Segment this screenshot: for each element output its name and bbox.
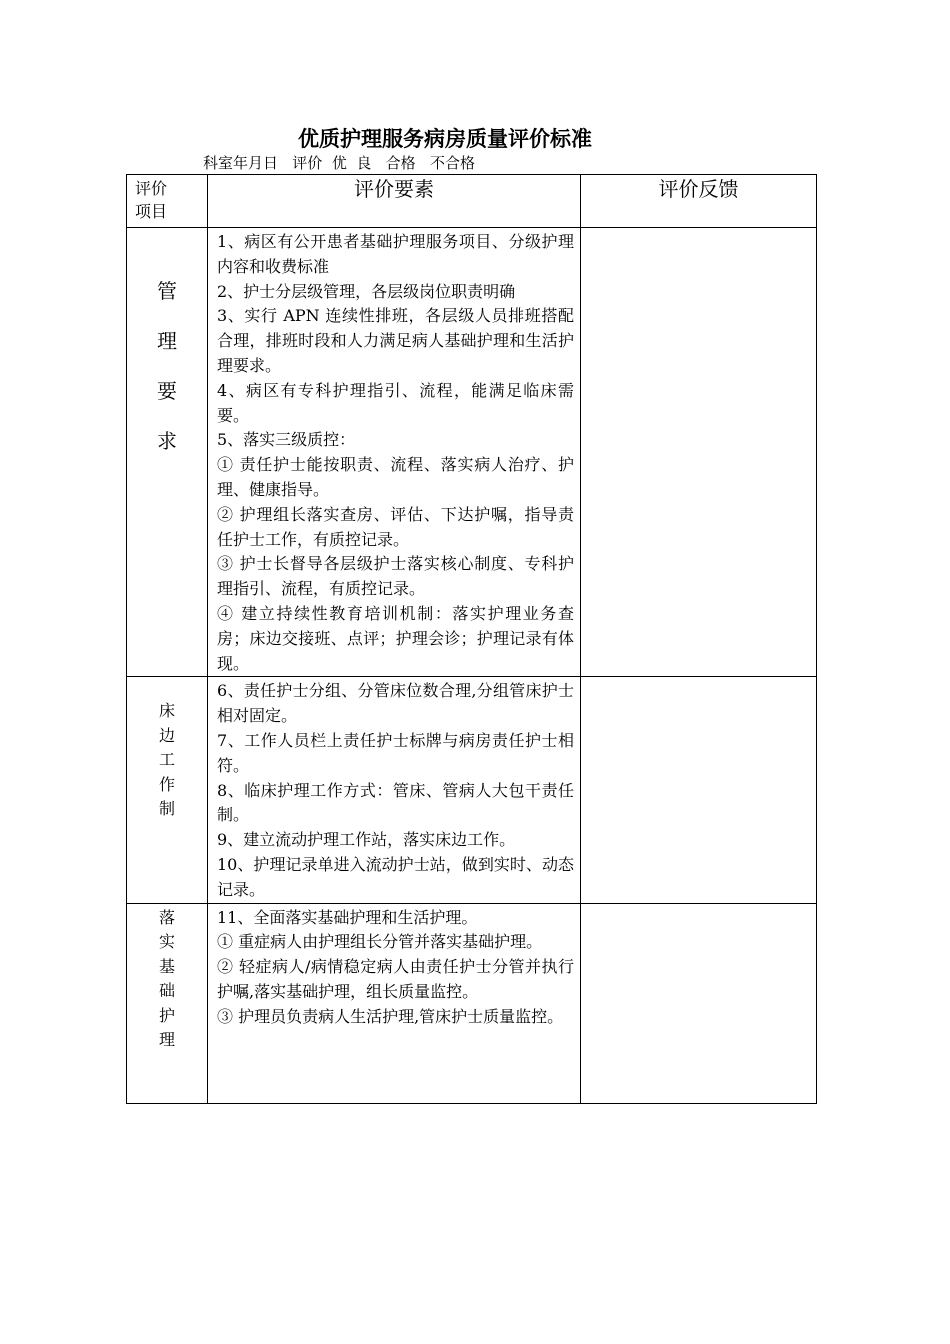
evaluation-table — [126, 174, 817, 1104]
header-item — [127, 175, 208, 228]
criteria-line: 2、护士分层级管理，各层级岗位职责明确 — [217, 281, 516, 301]
label-char: 管 — [157, 279, 177, 303]
label-char: 实 — [158, 932, 175, 952]
criteria-line: ③ 护士长督导各层级护士落实核心制度、专科护理指引、流程，有质控记录。 — [217, 554, 574, 599]
criteria-line: ② 轻症病人/病情稳定病人由责任护士分管并执行护嘱,落实基础护理，组长质量监控。 — [217, 957, 574, 1001]
criteria-line: 10、护理记录单进入流动护士站，做到实时、动态记录。 — [217, 854, 574, 899]
criteria-line: 3、实行 APN 连续性排班，各层级人员排班搭配合理，排班时段和人力满足病人基础护理和生活护理要求。 — [217, 306, 574, 375]
criteria-line: 8、临床护理工作方式：管床、管病人大包干责任制。 — [217, 780, 574, 825]
criteria-line: ② 护理组长落实查房、评估、下达护嘱，指导责任护士工作，有质控记录。 — [217, 504, 574, 549]
criteria-line: 4、病区有专科护理指引、流程，能满足临床需要。 — [217, 380, 574, 425]
section-feedback-bedside[interactable] — [581, 677, 817, 903]
section-content-bedside — [208, 677, 581, 903]
criteria-line: 1、病区有公开患者基础护理服务项目、分级护理内容和收费标准 — [217, 232, 574, 276]
criteria-line: ① 责任护士能按职责、流程、落实病人治疗、护理、健康指导。 — [217, 455, 574, 499]
label-char: 边 — [158, 725, 175, 745]
label-char: 制 — [158, 799, 175, 819]
header-item-line1: 评价 — [135, 179, 168, 198]
criteria-line: 6、责任护士分组、分管床位数合理,分组管床护士相对固定。 — [217, 681, 574, 726]
label-char: 理 — [157, 329, 177, 353]
section-feedback-basic-care[interactable] — [581, 903, 817, 1103]
label-char: 护 — [158, 1005, 175, 1025]
header-criteria: 评价要素 — [208, 175, 581, 228]
label-char: 要 — [157, 379, 177, 403]
label-char: 作 — [158, 774, 175, 794]
section-content-basic-care — [208, 903, 581, 1103]
section-label-basic-care — [127, 903, 208, 1103]
criteria-line: ① 重症病人由护理组长分管并落实基础护理。 — [217, 932, 543, 952]
evaluation-subtitle: 科室年月日 评价 优 良 合格 不合格 — [203, 154, 475, 172]
section-label-management — [127, 228, 208, 677]
label-char: 工 — [158, 750, 175, 770]
section-content-management — [208, 228, 581, 677]
section-row-basic-care — [127, 903, 817, 1103]
label-char: 础 — [158, 981, 175, 1001]
criteria-line: ④ 建立持续性教育培训机制：落实护理业务查房；床边交接班、点评；护理会诊；护理记录有体现。 — [217, 603, 574, 673]
criteria-line: 11、全面落实基础护理和生活护理。 — [217, 907, 478, 927]
section-row-management — [127, 228, 817, 677]
section-feedback-management[interactable] — [581, 228, 817, 677]
label-char: 求 — [157, 429, 177, 453]
criteria-line: 5、落实三级质控： — [217, 430, 356, 450]
criteria-line: 7、工作人员栏上责任护士标牌与病房责任护士相符。 — [217, 730, 574, 775]
header-item-line2: 项目 — [135, 202, 168, 221]
header-row — [127, 175, 817, 228]
criteria-line: ③ 护理员负责病人生活护理,管床护士质量监控。 — [217, 1006, 564, 1026]
label-char: 理 — [158, 1030, 175, 1050]
label-char: 基 — [158, 956, 175, 976]
criteria-line: 9、建立流动护理工作站，落实床边工作。 — [217, 830, 516, 850]
header-feedback: 评价反馈 — [581, 175, 817, 228]
label-char: 床 — [158, 701, 175, 721]
label-char: 落 — [158, 907, 175, 927]
section-label-bedside — [127, 677, 208, 903]
page-title: 优质护理服务病房质量评价标准 — [298, 126, 592, 151]
section-row-bedside — [127, 677, 817, 903]
